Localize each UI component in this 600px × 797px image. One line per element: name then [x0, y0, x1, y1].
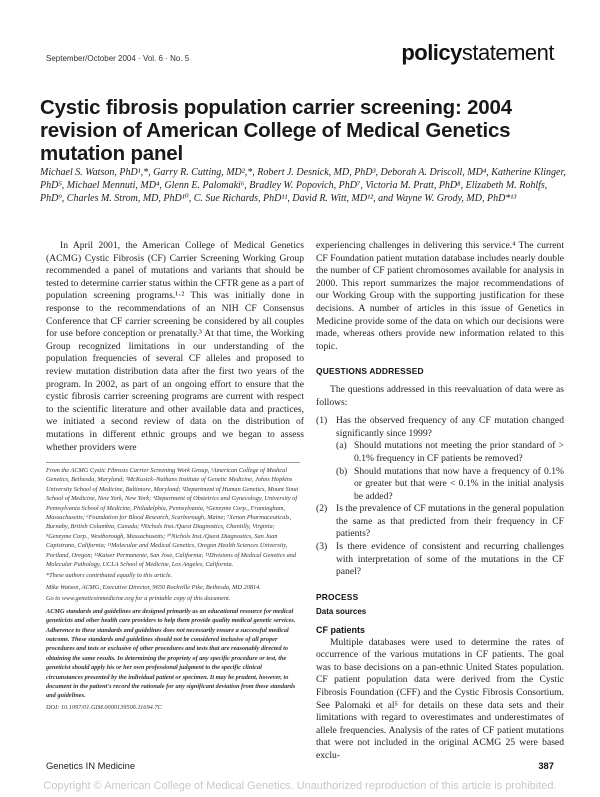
article-title: Cystic fibrosis population carrier screening: 2004 revision of American College of Medical Genetics mutation panel: [40, 96, 512, 165]
question-2: [316, 503, 564, 541]
section-brand: [401, 40, 554, 66]
journal-name: Genetics IN Medicine: [46, 760, 136, 771]
question-3: [316, 541, 564, 579]
question-number: (3): [316, 541, 328, 553]
heading-process: PROCESS: [316, 591, 359, 602]
question-body: [336, 415, 564, 503]
disclaimer: ACMG standards and guidelines are designed primarily as an educational resource for medical geneticists and other health care providers to help them provide quality medical genetic services. Adherence to these standards and guidelines does not necessarily ensure a successful medical outcome. These standards and guidelines should not be considered inclusive of all proper procedures and tests or exclusive of other procedures and tests that are reasonably directed to obtaining the same results. In determining the propriety of any specific procedure or test, the geneticist should apply his or her own professional judgment to the specific clinical circumstances presented by the individual patient or specimen. It may be prudent, however, to document in the patient's record the rationale for any significant deviation from these standards and guidelines.: [46, 607, 296, 700]
equal-contribution-note: *These authors contributed equally to this article.: [46, 572, 173, 580]
question-1: [316, 415, 564, 503]
author-list: Michael S. Watson, PhD¹,*, Garry R. Cutting, MD²,*, Robert J. Desnick, MD, PhD³, Deborah A. Driscoll, MD⁴, Katherine Klinger, PhD⁵, Michael Mennuti, MD⁴, Glenn E. Palomaki⁶, Bradley W. Popovich, PhD⁷, Victoria M. Pratt, PhD⁸, Elizabeth M. Rohlfs, PhD⁹, Charles M. Strom, MD, PhD¹⁰, C. Sue Richards, PhD¹¹, David R. Witt, MD¹², and Wayne W. Grody, MD, PhD*¹³: [40, 167, 566, 204]
column-left: [46, 240, 304, 454]
question-text: Should mutations not meeting the prior standard of > 0.1% frequency in CF patients be removed?: [354, 440, 564, 464]
affiliations: From the ACMG Cystic Fibrosis Carrier Screening Work Group, ¹American College of Medical Genetics, Bethesda, Maryland; ²McKusick–Nathans Institute of Genetic Medicine, Johns Hopkins University School of Medicine, Baltimore, Maryland; ³Department of Human Genetics, Mount Sinai School of Medicine, New York, New York; ⁴Department of Obstetrics and Gynecology, University of Pennsylvania School of Medicine, Philadelphia, Pennsylvania, ⁵Genzyme Corp., Framingham, Massachusetts; ⁶Foundation for Blood Research, Scarborough, Maine; ⁷Xenon Pharmaceuticals, Burnaby, British Columbia, Canada; ⁸Nichols Inst./Quest Diagnostics, Chantilly, Virginia; ⁹Genzyme Corp., Westborough, Massachusetts; ¹⁰Nichols Inst./Quest Diagnostics, San Juan Capistrano, California; ¹¹Molecular and Medical Genetics, Oregon Health Sciences University, Portland, Oregon; ¹²Kaiser Permanente, San Jose, California; ¹³Divisions of Medical Genetics and Molecular Pathology, UCLA School of Medicine, Los Angeles, California.: [46, 467, 299, 569]
brand-bold: policy: [401, 40, 462, 65]
page-number: 387: [538, 760, 554, 771]
question-text: Is there evidence of consistent and recurring challenges with interpretation of some of the mutations in the CF panel?: [336, 541, 564, 578]
question-1b: [336, 466, 564, 504]
question-text: Should mutations that now have a frequency of 0.1% or greater but that were < 0.1% in the initial analysis be added?: [354, 465, 564, 502]
brand-rest: statement: [461, 40, 554, 65]
column-right: [316, 240, 564, 763]
question-text: Has the observed frequency of any CF mutation changed significantly since 1999?: [336, 415, 564, 439]
doi: DOI: 10.1097/01.GIM.0000139506.11694.7C: [46, 703, 162, 711]
footnotes: [46, 462, 300, 714]
issue-info: September/October 2004 · Vol. 6 · No. 5: [46, 54, 190, 63]
question-number: (a): [336, 440, 347, 452]
correspondence-address: Mike Watson, ACMG, Executive Director, 9650 Rockville Pike, Bethesda, MD 20814.: [46, 583, 261, 591]
question-number: (2): [316, 503, 328, 515]
continuation-paragraph: experiencing challenges in delivering this service.⁴ The current CF Foundation patient mutation database includes nearly double the number of CF patient chromosomes available for analysis in 2000. This report summarizes the major recommendations of our Working Group with the supporting justification for these decisions. A number of articles in this issue of Genetics in Medicine provide some of the data on which our decisions were made, whereas others provide new information related to this topic.: [316, 240, 564, 352]
question-1a: [336, 440, 564, 465]
question-list: [316, 415, 564, 579]
copyright-notice: Copyright © American College of Medical Genetics. Unauthorized reproduction of this article is prohibited.: [43, 780, 557, 792]
questions-intro: The questions addressed in this reevaluation of data were as follows:: [316, 383, 564, 408]
heading-cf-patients: CF patients: [316, 625, 366, 636]
heading-data-sources: Data sources: [316, 607, 367, 617]
question-number: (b): [336, 465, 348, 477]
printable-copy-note: Go to www.geneticsinmedicine.org for a printable copy of this document.: [46, 595, 231, 603]
process-paragraph: Multiple databases were used to determine the rates of occurrence of the various mutations in CF patients. The goal was to base decisions on a pan-ethnic United States population. CF patient population data were derived from the Cystic Fibrosis Foundation (CFF) and the Cystic Fibrosis Consortium. See Palomaki et al⁵ for details on these data sets and their limitations with regard to overestimates and underestimates of allele frequencies. Analysis of the rates of CF patient mutations that were not included in the original ACMG 25 were based exclu-: [316, 636, 564, 761]
question-text: Is the prevalence of CF mutations in the general population the same as that predicted from their frequency in CF patients?: [336, 503, 564, 540]
footnote-divider: [46, 462, 300, 463]
heading-questions: QUESTIONS ADDRESSED: [316, 366, 424, 377]
question-number: (1): [316, 415, 328, 427]
intro-paragraph: In April 2001, the American College of Medical Genetics (ACMG) Cystic Fibrosis (CF) Carrier Screening Working Group recommended a panel of mutations and variants that should be tested to determine carrier status within the CFTR gene as a part of population screening programs.¹·² This was initially done in response to the recommendations of an NIH CF Consensus Conference that CF carrier screening be considered by all couples for use before conception or prenatally.³ At that time, the Working Group recognized limitations in our understanding of the population frequencies of several CF alleles and proposed to review mutation distribution data after the first two years of the program. In 2002, as part of an ongoing effort to ensure that the cystic fibrosis carrier screening programs are current with respect to the scientific literature and other available data and practices, we initiated a second review of data on the distribution of mutations in different ethnic groups and we began to assess whether providers were: [46, 240, 304, 453]
